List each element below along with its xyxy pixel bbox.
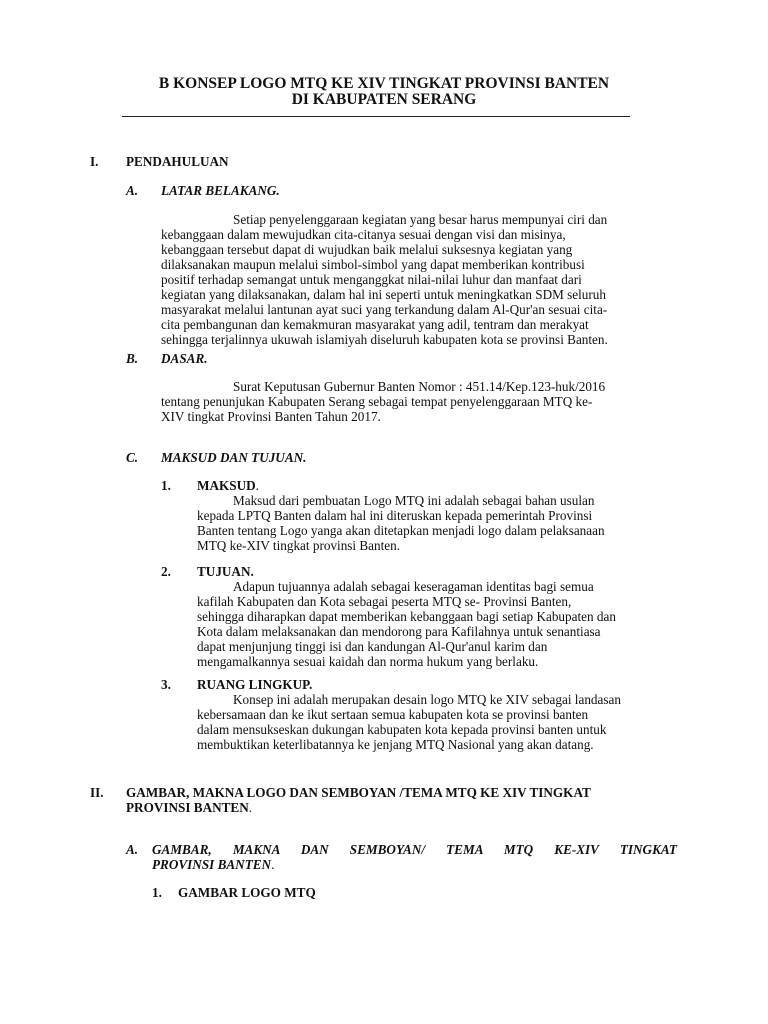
section2-title-suffix: . bbox=[248, 800, 253, 815]
document-title-line2: DI KABUPATEN SERANG bbox=[291, 91, 477, 108]
ruang-lingkup-paragraph bbox=[197, 692, 677, 752]
section2-title-line1: GAMBAR, MAKNA LOGO DAN SEMBOYAN /TEMA MTQ KE XIV TINGKAT bbox=[126, 785, 591, 800]
item-maksud-heading bbox=[197, 478, 259, 493]
section2-a-title-suffix: . bbox=[271, 857, 275, 872]
paragraph-line: Banten tentang Logo yanga akan ditetapkan menjadi logo dalam pelaksanaan bbox=[197, 523, 605, 538]
subsection-a-number: A. bbox=[126, 183, 139, 198]
section2-title bbox=[126, 785, 677, 815]
section2-number: II. bbox=[90, 785, 104, 800]
section2-title-line2: PROVINSI BANTEN bbox=[126, 800, 249, 815]
item-maksud-title: MAKSUD bbox=[197, 478, 256, 493]
subsection-c-number: C. bbox=[126, 450, 139, 465]
subsection-b-number: B. bbox=[126, 351, 139, 366]
paragraph-line: positif terhadap semangat untuk menganggkat nilai-nilai luhur dan manfaat dari bbox=[161, 272, 582, 287]
paragraph-line: Surat Keputusan Gubernur Banten Nomor : 451.14/Kep.123-huk/2016 bbox=[233, 379, 606, 394]
title-underline bbox=[122, 116, 630, 117]
paragraph-line: membuktikan keterlibatannya ke jenjang MTQ Nasional yang akan datang. bbox=[197, 737, 594, 752]
item-tujuan-title: TUJUAN. bbox=[197, 564, 254, 579]
paragraph-line: dalam mensukseskan dukungan kabupaten kota kepada provinsi banten untuk bbox=[197, 722, 607, 737]
section2-a-title bbox=[152, 842, 677, 872]
paragraph-line: Setiap penyelenggaraan kegiatan yang besar harus mempunyai ciri dan bbox=[233, 212, 608, 227]
paragraph-line: dilaksanakan maupun melalui simbol-simbol yang dapat memberikan kontribusi bbox=[161, 257, 585, 272]
paragraph-line: Adapun tujuannya adalah sebagai keseragaman identitas bagi semua bbox=[233, 579, 594, 594]
maksud-paragraph bbox=[197, 493, 677, 553]
paragraph-line: kegiatan yang dilaksanakan, dalam hal ini seperti untuk meningkatkan SDM seluruh bbox=[161, 287, 606, 302]
section1-title: PENDAHULUAN bbox=[126, 154, 229, 169]
paragraph-line: tentang penunjukan Kabupaten Serang sebagai tempat penyelenggaraan MTQ ke- bbox=[161, 394, 593, 409]
paragraph-line: kafilah Kabupaten dan Kota sebagai peserta MTQ se- Provinsi Banten, bbox=[197, 594, 572, 609]
gambar-logo-number: 1. bbox=[152, 885, 162, 900]
paragraph-line: kebersamaan dan ke ikut sertaan semua kabupaten kota se provinsi banten bbox=[197, 707, 589, 722]
paragraph-line: MTQ ke-XIV tingkat provinsi Banten. bbox=[197, 538, 401, 553]
section2-a-title-line2: PROVINSI BANTEN bbox=[152, 857, 272, 872]
item-maksud-suffix: . bbox=[255, 478, 259, 493]
paragraph-line: kebanggaan tersebut dapat di wujudkan baik melalui suksesnya kegiatan yang bbox=[161, 242, 573, 257]
item-ruang-lingkup-number: 3. bbox=[161, 677, 171, 692]
dasar-paragraph bbox=[161, 379, 677, 424]
paragraph-line: kepada LPTQ Banten dalam hal ini diteruskan kepada pemerintah Provinsi bbox=[197, 508, 593, 523]
paragraph-line: Konsep ini adalah merupakan desain logo MTQ ke XIV sebagai landasan bbox=[233, 692, 621, 707]
item-maksud-number: 1. bbox=[161, 478, 171, 493]
section2-a-number: A. bbox=[126, 842, 139, 857]
paragraph-line: kebanggaan dalam mewujudkan cita-citanya sesuai dengan visi dan misinya, bbox=[161, 227, 566, 242]
section2-a-title-line2-wrap bbox=[152, 857, 677, 872]
subsection-c-title: MAKSUD DAN TUJUAN. bbox=[161, 450, 307, 465]
paragraph-line: mengamalkannya sesuai kaidah dan norma hukum yang berlaku. bbox=[197, 654, 539, 669]
paragraph-line: Kota dalam melaksanakan dan mendorong para Kafilahnya untuk senantiasa bbox=[197, 624, 601, 639]
section2-a-title-line1: GAMBAR, MAKNA DAN SEMBOYAN/ TEMA MTQ KE-XIV TINGKAT bbox=[152, 842, 677, 857]
paragraph-line: Maksud dari pembuatan Logo MTQ ini adalah sebagai bahan usulan bbox=[233, 493, 595, 508]
paragraph-line: sehingga diharapkan dapat memberikan kebanggaan bagi setiap Kabupaten dan bbox=[197, 609, 616, 624]
item-tujuan-number: 2. bbox=[161, 564, 171, 579]
section2-title-line2-wrap bbox=[126, 800, 677, 815]
subsection-a-title: LATAR BELAKANG. bbox=[161, 183, 280, 198]
document-title-line1: B KONSEP LOGO MTQ KE XIV TINGKAT PROVINSI BANTEN bbox=[158, 75, 610, 92]
section1-number: I. bbox=[90, 154, 99, 169]
paragraph-line: XIV tingkat Provinsi Banten Tahun 2017. bbox=[161, 409, 381, 424]
gambar-logo-title: GAMBAR LOGO MTQ bbox=[178, 885, 316, 900]
paragraph-line: cita pembangunan dan kemakmuran masyarakat yang adil, tentram dan merakyat bbox=[161, 317, 589, 332]
paragraph-line: sehingga terjalinnya ukuwah islamiyah diseluruh kabupaten kota se provinsi Banten. bbox=[161, 332, 608, 347]
item-ruang-lingkup-title: RUANG LINGKUP. bbox=[197, 677, 313, 692]
subsection-b-title: DASAR. bbox=[161, 351, 208, 366]
paragraph-line: masyarakat melalui lantunan ayat suci yang terkandung dalam Al-Qur'an sesuai cita- bbox=[161, 302, 608, 317]
latar-belakang-paragraph bbox=[161, 212, 677, 347]
tujuan-paragraph bbox=[197, 579, 677, 669]
paragraph-line: dapat menjunjung tinggi isi dan kandungan Al-Qur'anul karim dan bbox=[197, 639, 548, 654]
